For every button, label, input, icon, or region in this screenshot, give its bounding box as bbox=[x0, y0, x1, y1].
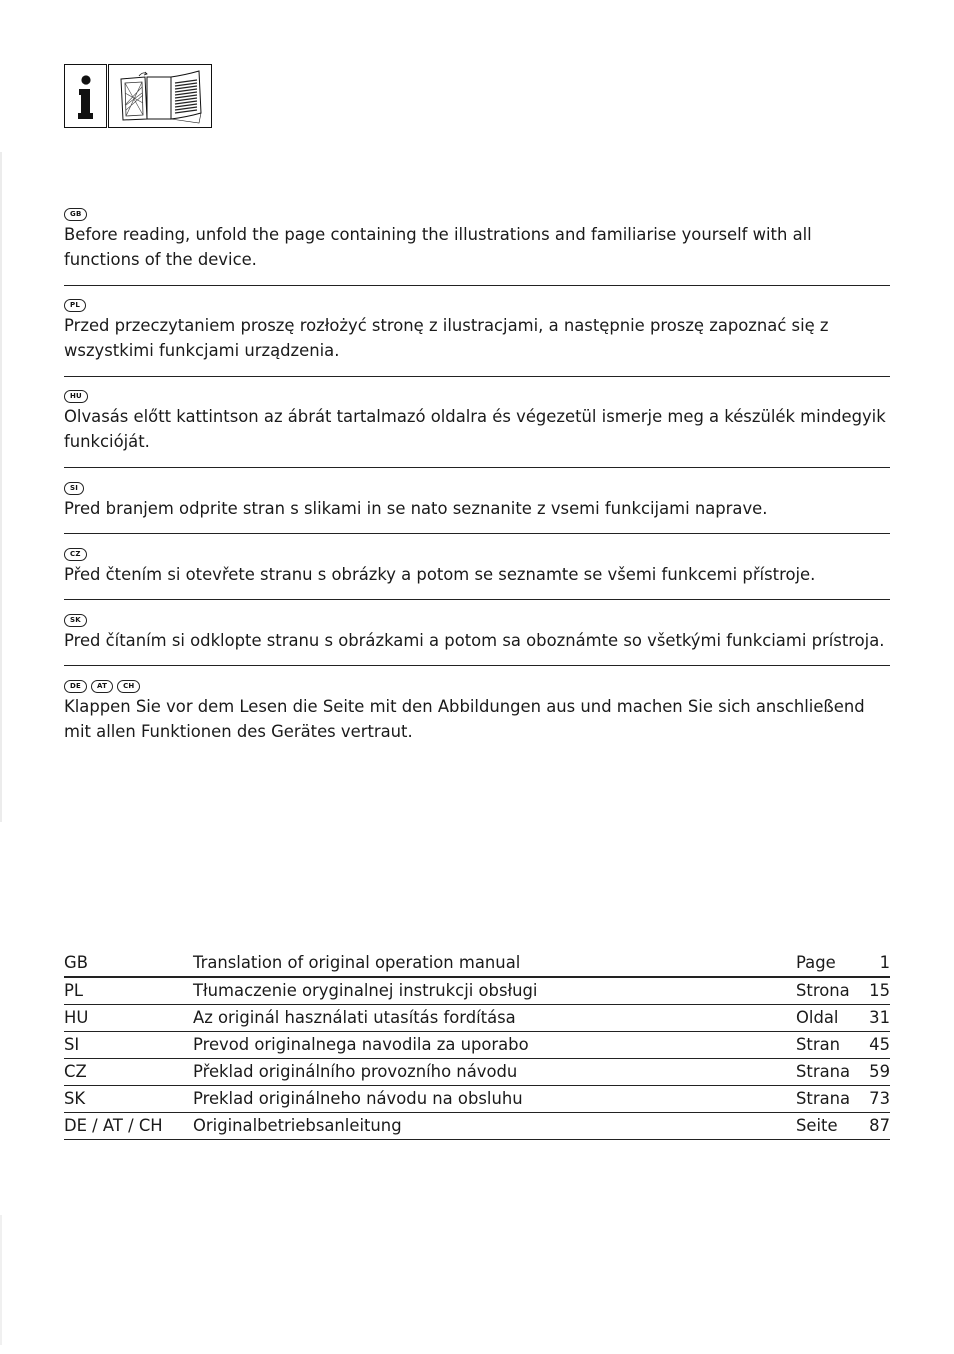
toc-row[interactable] bbox=[64, 978, 890, 1005]
toc-page-number: 45 bbox=[869, 1035, 890, 1054]
toc-code: PL bbox=[64, 981, 84, 1000]
info-icon bbox=[64, 64, 107, 128]
toc-page-label: Strana bbox=[796, 1062, 851, 1081]
toc-code: DE / AT / CH bbox=[64, 1116, 163, 1135]
toc-code: SK bbox=[64, 1089, 86, 1108]
toc-code: GB bbox=[64, 953, 88, 972]
toc-page-label: Seite bbox=[796, 1116, 838, 1135]
toc-row[interactable] bbox=[64, 1032, 890, 1059]
toc-page-number: 15 bbox=[869, 981, 890, 1000]
toc-page-number: 31 bbox=[869, 1008, 890, 1027]
page-edge-mark-lower bbox=[0, 1215, 2, 1345]
section-text: Před čtením si otevřete stranu s obrázky a potom se seznamte se všemi funkcemi přístroje. bbox=[64, 565, 816, 584]
table-of-contents bbox=[64, 950, 890, 1140]
lang-badge-cz: CZ bbox=[64, 548, 87, 561]
section-text: Klappen Sie vor dem Lesen die Seite mit den Abbildungen aus und machen Sie sich anschließend mit allen Funktionen des Gerätes vertraut. bbox=[64, 697, 865, 741]
section-text: Pred čítaním si odklopte stranu s obrázkami a potom sa oboznámte so všetkými funkciami prístroja. bbox=[64, 631, 885, 650]
toc-row[interactable] bbox=[64, 1113, 890, 1140]
section-gb bbox=[64, 207, 890, 286]
toc-title: Preklad originálneho návodu na obsluhu bbox=[193, 1089, 523, 1108]
toc-code: SI bbox=[64, 1035, 80, 1054]
toc-page-label: Strana bbox=[796, 1089, 851, 1108]
section-text: Pred branjem odprite stran s slikami in se nato seznanite z vsemi funkcijami naprave. bbox=[64, 499, 768, 518]
section-sk bbox=[64, 613, 890, 666]
toc-title: Translation of original operation manual bbox=[193, 953, 521, 972]
page-edge-mark bbox=[0, 152, 2, 822]
fold-out-page-icon bbox=[108, 64, 212, 128]
toc-title: Prevod originalnega navodila za uporabo bbox=[193, 1035, 529, 1054]
lang-badge-pl: PL bbox=[64, 299, 86, 312]
toc-code: HU bbox=[64, 1008, 89, 1027]
toc-page-number: 1 bbox=[879, 953, 890, 972]
section-de-at-ch bbox=[64, 679, 890, 749]
toc-code: CZ bbox=[64, 1062, 87, 1081]
toc-page-label: Oldal bbox=[796, 1008, 839, 1027]
lang-badge-gb: GB bbox=[64, 208, 87, 221]
section-text: Przed przeczytaniem proszę rozłożyć stronę z ilustracjami, a następnie proszę zapoznać się z wszystkimi funkcjami urządzenia. bbox=[64, 316, 829, 360]
section-text: Before reading, unfold the page containing the illustrations and familiarise yourself with all functions of the device. bbox=[64, 225, 812, 269]
toc-row[interactable] bbox=[64, 1005, 890, 1032]
toc-row[interactable] bbox=[64, 950, 890, 978]
toc-page-number: 59 bbox=[869, 1062, 890, 1081]
lang-badge-sk: SK bbox=[64, 614, 87, 627]
section-pl bbox=[64, 298, 890, 377]
toc-page-label: Page bbox=[796, 953, 836, 972]
toc-row[interactable] bbox=[64, 1086, 890, 1113]
toc-title: Tłumaczenie oryginalnej instrukcji obsługi bbox=[193, 981, 538, 1000]
section-text: Olvasás előtt kattintson az ábrát tartalmazó oldalra és végezetül ismerje meg a készülék mindegyik funkcióját. bbox=[64, 407, 886, 451]
lang-badge-si: SI bbox=[64, 482, 84, 495]
toc-title: Az originál használati utasítás fordítása bbox=[193, 1008, 516, 1027]
toc-page-number: 87 bbox=[869, 1116, 890, 1135]
lang-badge-at: AT bbox=[91, 680, 113, 693]
toc-title: Překlad originálního provozního návodu bbox=[193, 1062, 518, 1081]
toc-page-label: Stran bbox=[796, 1035, 841, 1054]
lang-badge-ch: CH bbox=[117, 680, 140, 693]
toc-title: Originalbetriebsanleitung bbox=[193, 1116, 402, 1135]
toc-page-number: 73 bbox=[869, 1089, 890, 1108]
lang-badge-hu: HU bbox=[64, 390, 88, 403]
section-hu bbox=[64, 389, 890, 468]
section-cz bbox=[64, 547, 890, 600]
section-si bbox=[64, 481, 890, 534]
lang-badge-de: DE bbox=[64, 680, 87, 693]
toc-row[interactable] bbox=[64, 1059, 890, 1086]
toc-page-label: Strona bbox=[796, 981, 850, 1000]
